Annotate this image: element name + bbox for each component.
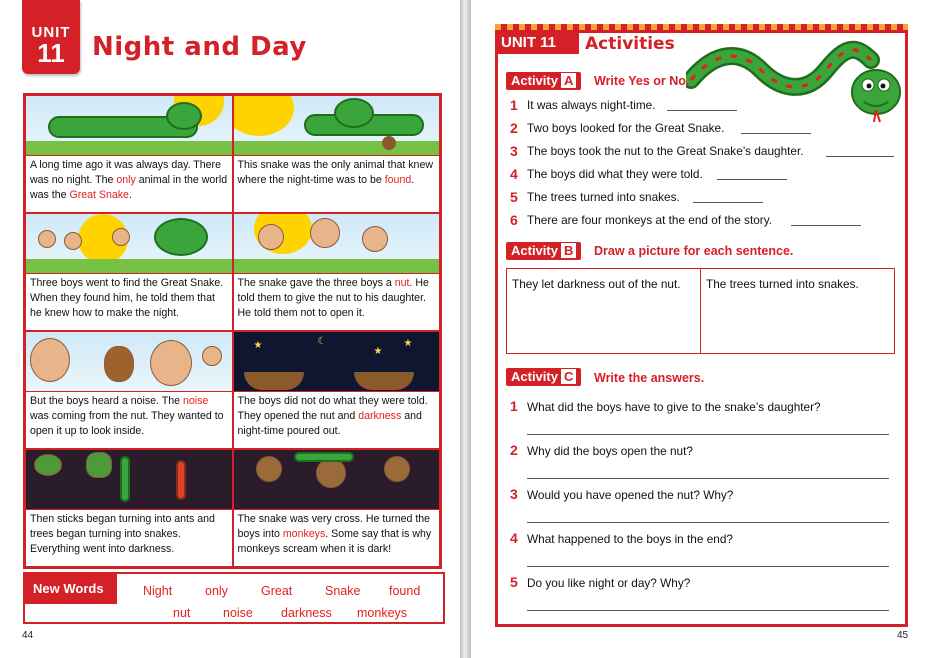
boys-get-nut-illustration: [234, 214, 440, 274]
question-number: 6: [510, 212, 518, 228]
page-number: 45: [897, 630, 909, 641]
new-word: only: [205, 584, 228, 598]
activity-a-badge: [506, 72, 581, 90]
snake-day-illustration: [26, 96, 232, 156]
keyword: only: [116, 174, 136, 186]
keyword: nut: [394, 277, 410, 289]
activity-letter: C: [561, 369, 576, 384]
new-words-box: [23, 572, 445, 624]
activity-c-badge: [506, 368, 581, 386]
story-text: This snake was the only animal that knew where the night-time was to be: [237, 159, 433, 186]
snake-nut-illustration: [234, 96, 440, 156]
story-panel-8: [233, 449, 441, 567]
boys-meet-snake-illustration: [26, 214, 232, 274]
left-page: [0, 0, 460, 658]
activity-a-item-6: There are four monkeys at the end of the story.: [527, 213, 773, 227]
new-word: Great: [261, 584, 293, 598]
darkness-pours-out-illustration: ★ ☾ ★ ★: [234, 332, 440, 392]
activity-c-item-3: Would you have opened the nut? Why?: [527, 488, 734, 502]
drawing-cell-2[interactable]: The trees turned into snakes.: [700, 269, 894, 353]
activity-a-instruction: Write Yes or No.: [594, 74, 690, 88]
answer-blank[interactable]: [717, 179, 787, 180]
activity-a-item-5: The trees turned into snakes.: [527, 190, 680, 204]
story-panel-1: [25, 95, 233, 213]
boys-into-monkeys-illustration: [234, 450, 440, 510]
activity-a-item-2: Two boys looked for the Great Snake.: [527, 121, 725, 135]
answer-line[interactable]: [527, 434, 889, 435]
unit-number: 11: [37, 38, 65, 68]
page-title: Night and Day: [92, 32, 307, 62]
answer-line[interactable]: [527, 566, 889, 567]
story-text: The snake was very cross. He turned the boys into: [237, 513, 431, 540]
activity-a-item-3: The boys took the nut to the Great Snake’s daughter.: [527, 144, 804, 158]
new-word: Snake: [325, 584, 361, 598]
panel-text: [234, 392, 440, 441]
panel-text: [26, 392, 232, 441]
story-text: was coming from the nut. They wanted to open it up to look inside.: [30, 410, 224, 437]
question-number: 5: [510, 189, 518, 205]
story-text: Three boys went to find the Great Snake. When they found him, he told them that he knew how to make the night.: [30, 277, 224, 319]
question-number: 3: [510, 486, 518, 502]
activity-c-item-1: What did the boys have to give to the snake’s daughter?: [527, 400, 821, 414]
question-number: 1: [510, 398, 518, 414]
activity-b-badge: [506, 242, 581, 260]
activity-letter: B: [561, 243, 576, 258]
story-text: Then sticks began turning into ants and trees began turning into snakes. Everything went into darkness.: [30, 513, 215, 555]
activity-word: Activity: [511, 369, 558, 384]
story-panel-3: [25, 213, 233, 331]
story-text: . He told them to give the nut to his daughter. He told them not to open it.: [237, 277, 429, 319]
story-text: animal in the world was the: [30, 174, 228, 201]
question-number: 1: [510, 97, 518, 113]
story-panel-4: [233, 213, 441, 331]
panel-text: [26, 510, 232, 559]
story-text: .: [128, 189, 132, 201]
unit-word: UNIT: [31, 24, 71, 41]
keyword: darkness: [358, 410, 402, 422]
answer-line[interactable]: [527, 522, 889, 523]
keyword: Great Snake: [69, 189, 129, 201]
book-spine: [460, 0, 471, 658]
activity-word: Activity: [511, 243, 558, 258]
story-panel-5: [25, 331, 233, 449]
question-number: 4: [510, 530, 518, 546]
page-title: Activities: [585, 34, 675, 54]
keyword: monkeys: [282, 528, 326, 540]
new-word: nut: [173, 606, 191, 620]
question-number: 5: [510, 574, 518, 590]
keyword: noise: [182, 395, 209, 407]
story-text: The boys did not do what they were told. They opened the nut and: [237, 395, 428, 422]
story-panel-7: [25, 449, 233, 567]
story-text: . Some say that is why monkeys scream when it is dark!: [237, 528, 432, 555]
answer-blank[interactable]: [791, 225, 861, 226]
answer-blank[interactable]: [826, 156, 894, 157]
right-page: [471, 0, 931, 658]
story-comic-grid: [23, 93, 442, 569]
panel-text: [234, 156, 440, 190]
unit-tab: [22, 0, 80, 74]
panel-text: [234, 510, 440, 559]
panel-text: [26, 274, 232, 323]
activity-a-item-1: It was always night-time.: [527, 98, 656, 112]
story-panel-2: [233, 95, 441, 213]
drawing-area: [506, 268, 895, 354]
new-word: found: [389, 584, 421, 598]
new-word: monkeys: [357, 606, 408, 620]
activity-word: Activity: [511, 73, 558, 88]
activity-a-item-4: The boys did what they were told.: [527, 167, 703, 181]
story-text: A long time ago it was always day. There was no night. The: [30, 159, 221, 186]
story-text: The snake gave the three boys a: [237, 277, 395, 289]
trees-into-snakes-illustration: [26, 450, 232, 510]
activity-c-instruction: Write the answers.: [594, 371, 705, 385]
activity-letter: A: [561, 73, 576, 88]
boys-hear-noise-illustration: [26, 332, 232, 392]
keyword: found: [384, 174, 412, 186]
new-words-label: New Words: [25, 574, 117, 604]
answer-line[interactable]: [527, 478, 889, 479]
question-number: 2: [510, 120, 518, 136]
drawing-cell-1[interactable]: They let darkness out of the nut.: [512, 277, 681, 291]
unit-label: UNIT 11: [495, 32, 579, 54]
new-word: Night: [143, 584, 173, 598]
story-text: .: [411, 174, 415, 186]
activity-c-item-2: Why did the boys open the nut?: [527, 444, 693, 458]
story-panel-6: [233, 331, 441, 449]
new-word: darkness: [281, 606, 332, 620]
story-text: and night-time poured out.: [237, 410, 422, 437]
question-number: 2: [510, 442, 518, 458]
panel-text: [26, 156, 232, 205]
page-number: 44: [22, 630, 34, 641]
story-text: But the boys heard a noise. The: [30, 395, 183, 407]
panel-text: [234, 274, 440, 323]
activity-c-item-4: What happened to the boys in the end?: [527, 532, 733, 546]
question-number: 3: [510, 143, 518, 159]
activity-c-item-5: Do you like night or day? Why?: [527, 576, 691, 590]
activity-b-instruction: Draw a picture for each sentence.: [594, 244, 794, 258]
question-number: 4: [510, 166, 518, 182]
new-word: noise: [223, 606, 253, 620]
answer-blank[interactable]: [741, 133, 811, 134]
answer-line[interactable]: [527, 610, 889, 611]
answer-blank[interactable]: [667, 110, 737, 111]
answer-blank[interactable]: [693, 202, 763, 203]
